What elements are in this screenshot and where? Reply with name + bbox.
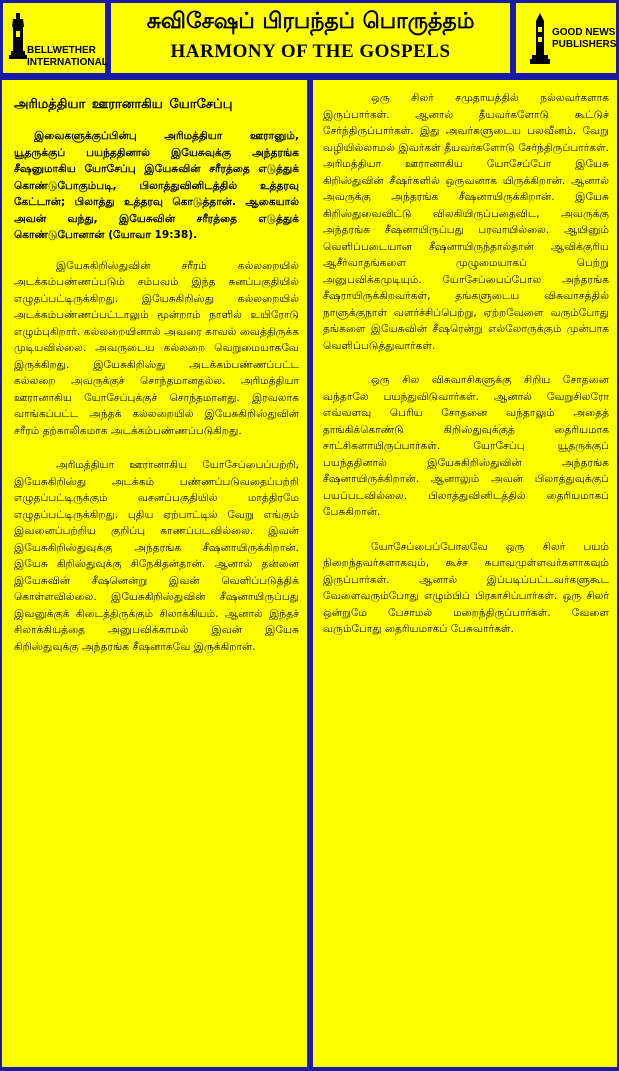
left-column <box>2 80 307 1067</box>
good-news-logo <box>515 2 617 74</box>
bellwether-logo <box>2 2 106 74</box>
left-paragraph-1: இயேசுகிறிஸ்துவின் சரீரம் கல்லறையில் அடக்கம்பண்ணப்படும் சம்பவம் இந்த சுனப்பகுதியில் எழுதப்பட்டிருக்கிறது. இயேசுகிறிஸ்து கல்லறையில் அடக்கம்பண்ணப்பட்டாலும் மூன்றாம் நாளில் உயிரோடு எழும்புகிறார். கல்லறையினால் அவரை காவல் வைத்திருக்க முடியவில்லை. அவருடைய கல்லறை வெறுமையாகவே இருக்கிறது. இயேசுகிறிஸ்து அடக்கம்பண்ணப்பட்ட கல்லறை அவருக்குச் சொந்தமானதல்ல. அரிமத்தியா ஊரானாகிய யோசேப்புக்குச் சொந்தமானது. இரவலாக வாங்கப்பட்ட அந்தக் கல்லறையில் இயேசுகிறிஸ்துவின் சரீரம் தற்காலிகமாக அடக்கம்பண்ணப்படுகிறது. <box>14 259 299 437</box>
right-paragraph-2: ஒரு சில விசுவாசிகளுக்கு சிறிய சோதனை வந்தாலே பயந்துவிடுவார்கள். ஆனால் வேறுசிலரோ எவ்வளவு பெரிய சோதனை வந்தாலும் அதைத் தாங்கிக்கொண்டு கிறிஸ்துவுக்குத் தைரியமாக சாட்சிகளாயிருப்பார்கள். யோசேப்பு யூதருக்குப் பயந்ததினால் இயேசுகிறிஸ்துவின் அந்தரங்க சீஷனாயிருக்கிறான். ஆனாலும் அவன் பிலாத்துவுக்குப் பயப்படவில்லை. பிலாத்துவினிடத்தில் தைரியமாகப் பேசுகிறான். <box>323 374 609 518</box>
tower-icon <box>530 13 550 65</box>
right-column <box>313 80 617 1067</box>
title-box <box>110 2 511 74</box>
right-logo-line-1: GOOD NEWS <box>552 27 616 38</box>
right-logo-line-2: PUBLISHERS <box>552 39 617 50</box>
title-tamil: சுவிசேஷப் பிரபந்தப் பொருத்தம் <box>146 9 475 34</box>
left-paragraph-2: அரிமத்தியா ஊரானாகிய யோசேப்பைப்பற்றி, இயேசுகிறிஸ்து அடக்கம் பண்ணப்படுவதைப்பற்றி எழுதப்பட்டிருக்கும் வசனப்பகுதியில் மாத்திரமே எழுதப்பட்டிருக்கிறது. புதிய ஏற்பாட்டில் வேறு எங்கும் இவனைப்பற்றிய குறிப்பு காணப்படவில்லை. இவன் இயேசுகிறிஸ்துவுக்கு அந்தரங்க சீஷனாயிருக்கிறான். இயேசு கிறிஸ்துவுக்கு சிநேகிதன்தான். ஆனால் தன்னை இயேசுவின் சீஷனென்று இவன் வெளிப்படுத்திக் கொள்ளவில்லை. இயேசுகிறிஸ்துவின் சீஷனாயிருப்பது இவனுக்குக் கிடைத்திருக்கும் சிலாக்கியம். ஆனால் இந்தச் சிலாக்கியத்தை அனுபவிக்காமல் இவன் இயேசு கிறிஸ்துவுக்கு அந்தரங்க சீஷனாகவே இருக்கிறான். <box>14 459 299 653</box>
right-paragraph-3: யோசேப்பைப்போலவே ஒரு சிலர் பயம் நிறைந்தவர்களாகவும், கூச்ச சுபாவமுள்ளவர்களாகவும் இருப்பார்கள். ஆனால் இப்படிப்பட்டவர்களுகூட வேளைவரும்போது எழும்பிப் பிரகாசிப்பார்கள். ஒரு சிலர் ஒன்றுமே பேசாமல் மறைந்திருப்பார்கள். வேளை வரும்போது தைரியமாகப் பேசுவார்கள். <box>323 540 609 635</box>
section-heading: அரிமத்தியா ஊரானாகிய யோசேப்பு <box>14 97 233 112</box>
scripture-quote: இவைகளுக்குப்பின்பு அரிமத்தியா ஊரானும், யூதருக்குப் பயந்ததினால் இயேசுவுக்கு அந்தரங்க சீஷனுமாகிய யோசேப்பு இயேசுவின் சரீரத்தை எடுத்துக் கொண்டுபோகும்படி, பிலாத்துவினிடத்தில் உத்தரவு கேட்டான்; பிலாத்து உத்தரவு கொடுத்தான். ஆகையால் அவன் வந்து, இயேசுவின் சரீரத்தை எடுத்துக் கொண்டுபோனான் (யோவா 19:38). <box>14 130 299 241</box>
page-header <box>2 2 617 76</box>
title-english: HARMONY OF THE GOSPELS <box>170 41 451 62</box>
left-logo-line-1: BELLWETHER <box>27 45 96 56</box>
left-logo-line-2: INTERNATIONAL <box>27 57 108 68</box>
right-paragraph-1: ஒரு சிலர் சமுதாயத்தில் நல்லவர்களாக இருப்பார்கள். ஆனால் தீயவர்களோடு கூட்டுச் சேர்ந்திருப்பார்கள். இது அவர்களுடைய பலவீனம். வேறு வழியில்லாமல் இவர்கள் தீயவர்களோடு சேர்ந்திருப்பார்கள். அரிமத்தியா ஊரானாகிய யோசேப்போ இயேசு கிறிஸ்துவின் சீஷர்களில் ஒருவனாக யிருக்கிறான். ஆனால் அவருக்கு அந்தரங்க சீஷனாயிருக்கிறான். இயேசு கிறிஸ்துவைவிட்டு விலகியிருப்பதைவிட, அவருக்கு அந்தரங்க சீஷனாயிருப்பது பரவாயில்லை. ஆயினும் வெளிப்படையான சீஷனாயிருந்தால்தான் ஆவிக்குரிய ஆசீர்வாதங்களை முழுமையாகப் பெற்று அனுபவிக்கமுடியும். யோசேப்பைப்போல அந்தரங்க சீஷராயிருக்கிறவர்கள், தங்களுடைய விசுவாசத்தில் நாளுக்குநாள் வளர்ச்சிப்பெற்று, ஏற்றவேளை வரும்போது தங்களை இயேசுவின் சீஷரென்று எல்லோருக்கும் முன்பாக வெளிப்படுத்துவார்கள். <box>323 92 609 352</box>
bell-tower-icon <box>9 13 27 61</box>
